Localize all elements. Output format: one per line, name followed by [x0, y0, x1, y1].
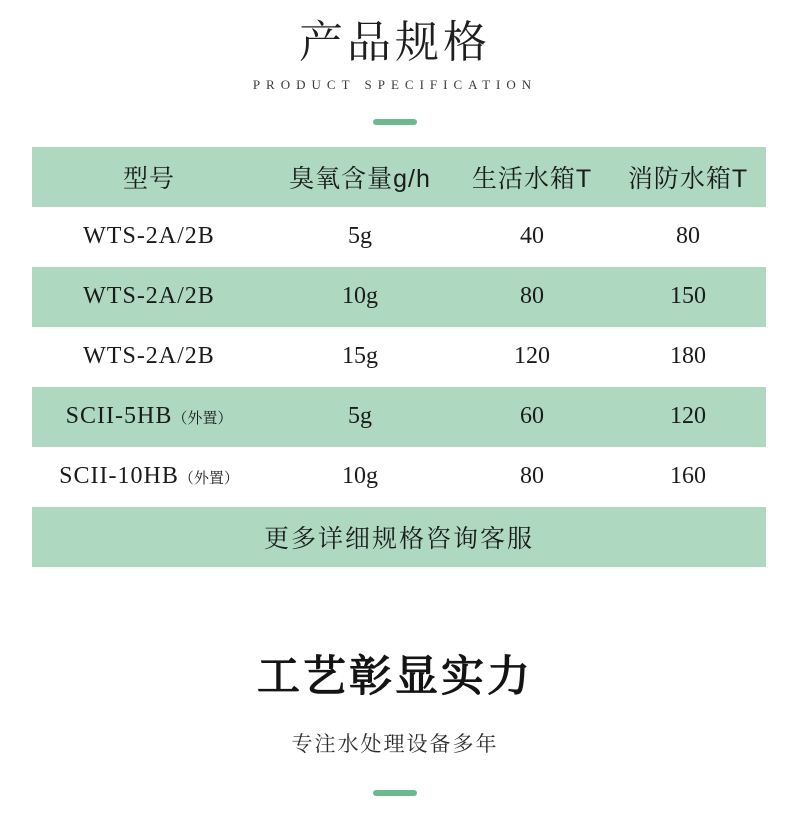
- model-text: SCII-10HB: [59, 463, 179, 490]
- divider-dash-icon: [373, 790, 417, 796]
- cell-fire: 120: [610, 387, 766, 447]
- cell-fire: 160: [610, 447, 766, 507]
- table-row: [32, 447, 766, 507]
- cell-fire: 80: [610, 207, 766, 267]
- craft-section-subtitle: 专注水处理设备多年: [291, 732, 499, 756]
- column-header-ozone: 臭氧含量g/h: [266, 147, 454, 207]
- model-text: WTS-2A/2B: [83, 283, 215, 310]
- cell-model: [32, 207, 266, 267]
- table-row: [32, 327, 766, 387]
- cell-domestic: 80: [454, 447, 610, 507]
- spec-table-container: [32, 147, 758, 567]
- model-text: WTS-2A/2B: [83, 343, 215, 370]
- cell-ozone: 5g: [266, 207, 454, 267]
- page-title: 产品规格: [299, 18, 491, 67]
- cell-model: [32, 327, 266, 387]
- table-footer-row: [32, 507, 766, 567]
- table-header-row: [32, 147, 766, 207]
- spec-table: [32, 147, 766, 567]
- cell-model: [32, 267, 266, 327]
- table-row: [32, 267, 766, 327]
- cell-fire: 150: [610, 267, 766, 327]
- model-note: （外置）: [178, 471, 239, 488]
- column-header-fire-tank: 消防水箱T: [610, 147, 766, 207]
- spec-section-header: [0, 0, 790, 125]
- model-text: WTS-2A/2B: [83, 223, 215, 250]
- table-footer-note: 更多详细规格咨询客服: [32, 507, 766, 567]
- cell-model: [32, 387, 266, 447]
- page-subtitle-en: PRODUCT SPECIFICATION: [252, 76, 538, 92]
- column-header-model: 型号: [32, 147, 266, 207]
- model-text: SCII-5HB: [65, 403, 173, 430]
- cell-domestic: 60: [454, 387, 610, 447]
- cell-model: [32, 447, 266, 507]
- column-header-domestic-tank: 生活水箱T: [454, 147, 610, 207]
- model-note: （外置）: [172, 411, 233, 428]
- cell-domestic: 80: [454, 267, 610, 327]
- table-row: [32, 387, 766, 447]
- cell-ozone: 15g: [266, 327, 454, 387]
- table-row: [32, 207, 766, 267]
- cell-ozone: 10g: [266, 267, 454, 327]
- cell-fire: 180: [610, 327, 766, 387]
- craft-section: [0, 643, 790, 796]
- cell-ozone: 10g: [266, 447, 454, 507]
- cell-ozone: 5g: [266, 387, 454, 447]
- craft-section-title: 工艺彰显实力: [257, 652, 533, 701]
- divider-dash-icon: [373, 119, 417, 125]
- cell-domestic: 120: [454, 327, 610, 387]
- cell-domestic: 40: [454, 207, 610, 267]
